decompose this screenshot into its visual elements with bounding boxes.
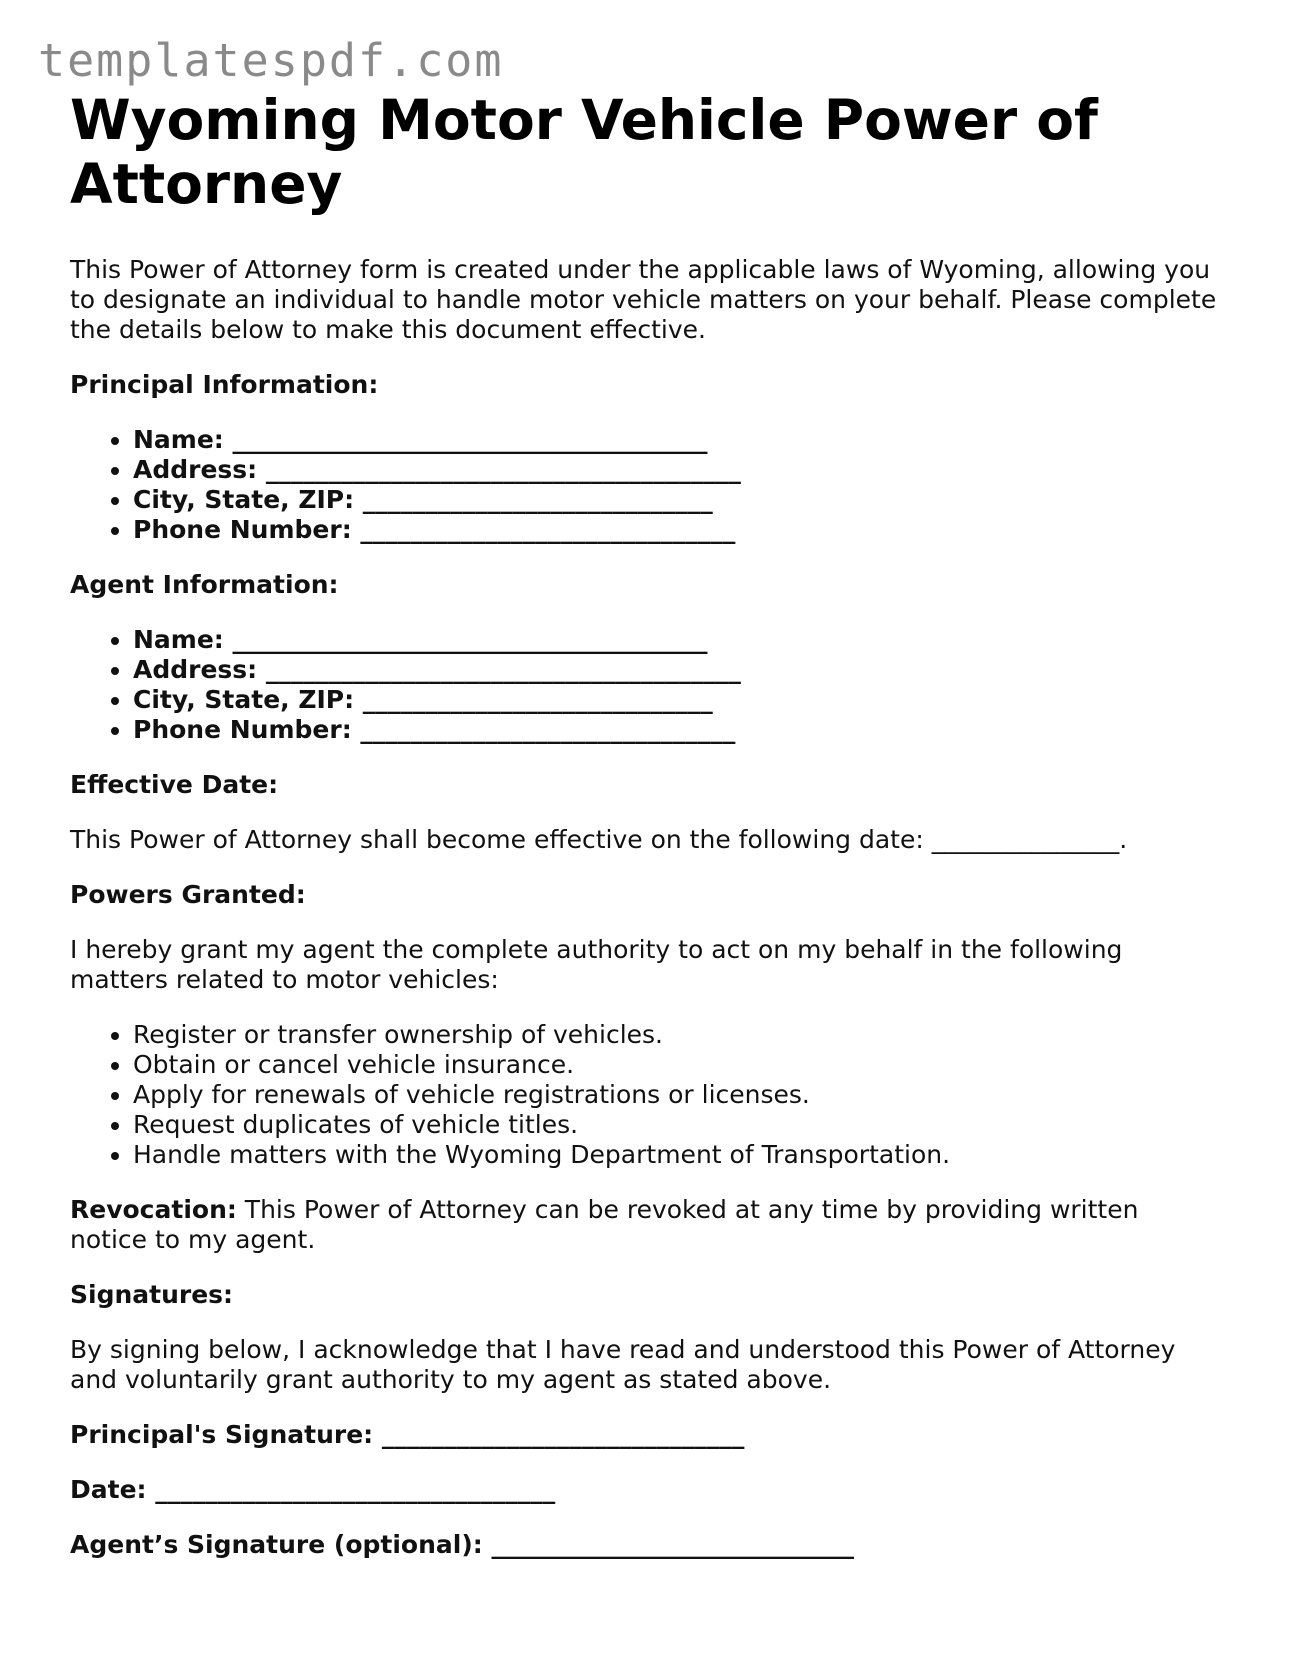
agent-city-state-zip-field[interactable]: • City, State, ZIP: ____________________________	[133, 685, 1220, 715]
powers-list	[70, 1020, 1220, 1170]
powers-heading: Powers Granted:	[70, 880, 306, 909]
agent-heading: Agent Information:	[70, 570, 339, 599]
signatures-text: By signing below, I acknowledge that I have read and understood this Power of Attorney and voluntarily grant authority to my agent as stated above.	[70, 1335, 1176, 1394]
revocation-paragraph	[70, 1195, 1220, 1255]
power-item: • Handle matters with the Wyoming Department of Transportation.	[133, 1140, 1220, 1170]
agent-name-field[interactable]: • Name: ______________________________________	[133, 625, 1220, 655]
page-title: Wyoming Motor Vehicle Power of Attorney	[70, 88, 1098, 216]
agent-phone-field[interactable]: • Phone Number: ______________________________	[133, 715, 1220, 745]
power-item: • Obtain or cancel vehicle insurance.	[133, 1050, 1220, 1080]
signature-date-line[interactable]: Date: ________________________________	[70, 1475, 556, 1504]
revocation-label: Revocation:	[70, 1195, 237, 1224]
principal-fields-list	[70, 425, 1220, 545]
power-item: • Request duplicates of vehicle titles.	[133, 1110, 1220, 1140]
principal-phone-field[interactable]: • Phone Number: ______________________________	[133, 515, 1220, 545]
agent-address-field[interactable]: • Address: ______________________________________	[133, 655, 1220, 685]
principal-city-state-zip-field[interactable]: • City, State, ZIP: ____________________________	[133, 485, 1220, 515]
power-item: • Register or transfer ownership of vehicles.	[133, 1020, 1220, 1050]
revocation-text: This Power of Attorney can be revoked at any time by providing written notice to my agent.	[70, 1195, 1139, 1254]
effective-date-text[interactable]: This Power of Attorney shall become effective on the following date: _______________.	[70, 825, 1128, 854]
principal-name-field[interactable]: • Name: ______________________________________	[133, 425, 1220, 455]
agent-signature-line[interactable]: Agent’s Signature (optional): _____________________________	[70, 1530, 854, 1559]
watermark: templatespdf.com	[38, 34, 504, 87]
intro-paragraph: This Power of Attorney form is created under the applicable laws of Wyoming, allowing you to designate an individual to handle motor vehicle matters on your behalf. Please complete the details below to make this document effective.	[70, 255, 1217, 344]
agent-fields-list	[70, 625, 1220, 745]
effective-date-heading: Effective Date:	[70, 770, 279, 799]
signatures-heading: Signatures:	[70, 1280, 234, 1309]
document-page	[70, 88, 1220, 1560]
principal-heading: Principal Information:	[70, 370, 379, 399]
principal-signature-line[interactable]: Principal's Signature: _____________________________	[70, 1420, 745, 1449]
power-item: • Apply for renewals of vehicle registrations or licenses.	[133, 1080, 1220, 1110]
powers-text: I hereby grant my agent the complete authority to act on my behalf in the following matters related to motor vehicles:	[70, 935, 1123, 994]
principal-address-field[interactable]: • Address: ______________________________________	[133, 455, 1220, 485]
